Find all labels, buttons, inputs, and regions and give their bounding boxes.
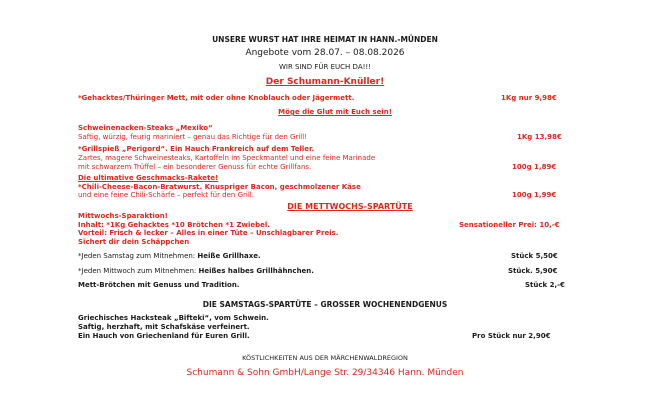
samstag-line1: Griechisches Hacksteak „Bifteki“, vom Schwein. <box>78 314 269 322</box>
mett-offer-price: 1Kg nur 9,98€ <box>501 94 557 102</box>
special-samstag <box>78 253 261 260</box>
special-mittwoch <box>78 268 314 275</box>
special-mittwoch-intro: *Jeden Mittwoch zum Mitnehmen: <box>78 267 199 275</box>
samstag-line3: Ein Hauch von Griechenland für Euren Grill. <box>78 332 250 340</box>
mett-offer-text: *Gehacktes/Thüringer Mett, mit oder ohne Knoblauch oder Jägermett. <box>78 94 355 102</box>
rakete-product: *Chili-Cheese-Bacon-Bratwurst. Knuspriger Bacon, geschmolzener Käse <box>78 183 361 191</box>
offer-dates: Angebote vom 28.07. – 08.08.2026 <box>245 48 405 58</box>
special-samstag-price: Stück 5,50€ <box>511 252 558 260</box>
special-samstag-item: Heiße Grillhaxe. <box>197 252 261 260</box>
perigord-title: *Grillspieß „Perigord“. Ein Hauch Frankreich auf dem Teller. <box>78 145 315 153</box>
special-mett-broetchen-price: Stück 2,-€ <box>525 281 565 289</box>
mittwoch-vorteil: Vorteil: Frisch & lecker – Alles in einer Tüte – Unschlagbarer Preis. <box>78 229 339 237</box>
special-mittwoch-price: Stück. 5,90€ <box>508 267 558 275</box>
special-mittwoch-item: Heißes halbes Grillhähnchen. <box>198 267 314 275</box>
page-title: UNSERE WURST HAT IHRE HEIMAT IN HANN.-MÜNDEN <box>212 35 438 44</box>
mittwoch-content: Inhalt: *1Kg Gehacktes *10 Brötchen *1 Zwiebel. <box>78 221 270 229</box>
mexiko-price: 1Kg 13,98€ <box>517 133 562 141</box>
mexiko-text: Saftig, würzig, feurig mariniert – genau das Richtige für den Grill! <box>78 133 307 141</box>
samstag-line2: Saftig, herzhaft, mit Schafskäse verfeinert. <box>78 323 250 331</box>
mettwochs-heading: DIE METTWOCHS-SPARTÜTE <box>287 202 413 211</box>
perigord-price: 100g 1,89€ <box>512 163 557 171</box>
mittwoch-sichert: Sichert dir dein Schäppchen <box>78 238 190 246</box>
special-mett-broetchen: Mett-Brötchen mit Genuss und Tradition. <box>78 281 240 289</box>
mittwoch-title: Mittwochs-Sparaktion! <box>78 212 168 220</box>
samstags-heading: DIE SAMSTAGS-SPARTÜTE – GROSSER WOCHENENDGENUS <box>202 300 448 309</box>
samstag-price: Pro Stück nur 2,90€ <box>472 332 551 340</box>
glut-slogan: Möge die Glut mit Euch sein! <box>278 108 392 116</box>
mexiko-title: Schweinenacken-Steaks „Mexiko“ <box>78 124 213 132</box>
footer-address: Schumann & Sohn GmbH/Lange Str. 29/34346 Hann. Münden <box>186 368 464 378</box>
rakete-price: 100g 1,99€ <box>512 191 557 199</box>
rakete-line1 <box>78 184 361 191</box>
footer-region: KÖSTLICHKEITEN AUS DER MÄRCHENWALDREGION <box>242 354 408 362</box>
knueller-heading: Der Schumann-Knüller! <box>265 77 385 87</box>
rakete-line2: und eine feine Chili-Schärfe – perfekt für den Grill. <box>78 191 254 199</box>
rakete-heading: Die ultimative Geschmacks-Rakete! <box>78 174 219 182</box>
perigord-line3: mit schwarzem Trüffel – ein besonderer Genuss für echte Grillfans. <box>78 163 312 171</box>
special-samstag-intro: *Jeden Samstag zum Mitnehmen: <box>78 252 198 260</box>
tagline: WIR SIND FÜR EUCH DA!!! <box>278 63 372 71</box>
mittwoch-price: Sensationeller Prei: 10,-€ <box>459 221 560 229</box>
perigord-line2: Zartes, magere Schweinesteaks, Kartoffeln im Speckmantel und eine feine Marinade <box>78 154 376 162</box>
